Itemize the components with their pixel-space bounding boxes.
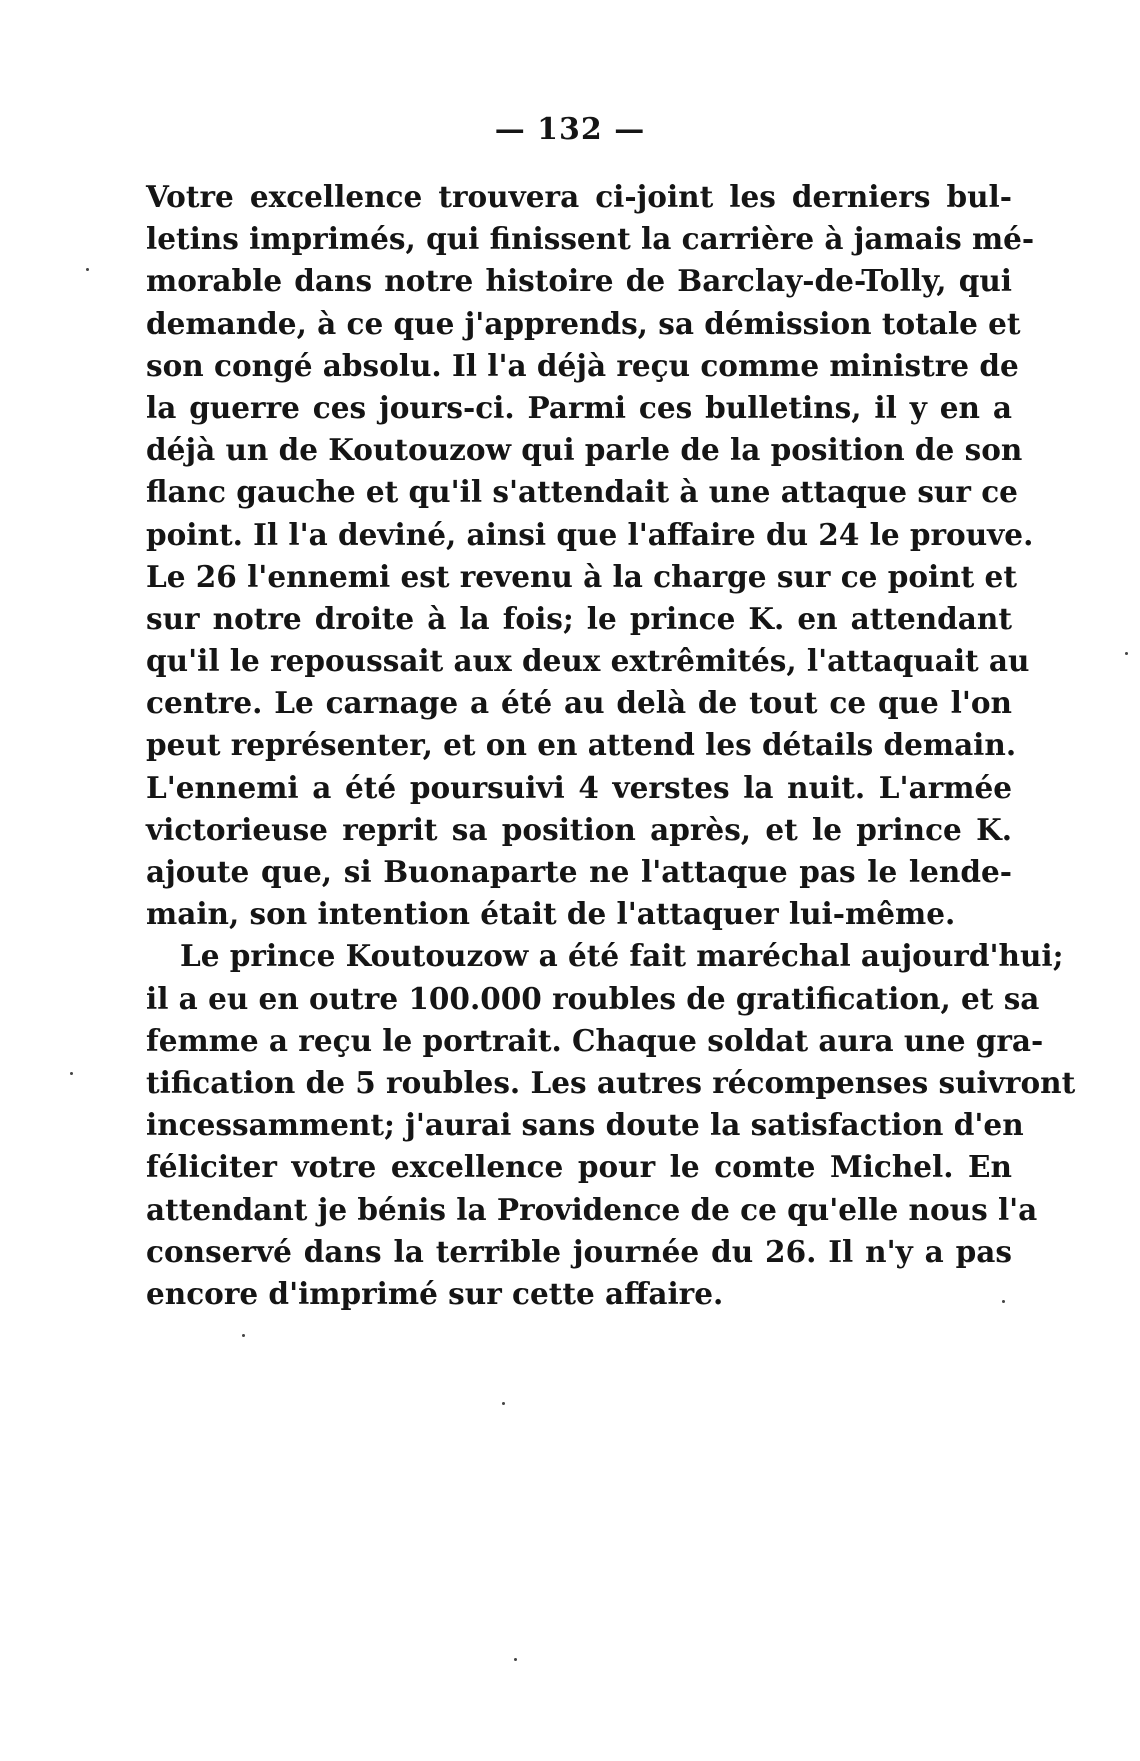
- text-line: féliciter votre excellence pour le comte Michel. En: [146, 1149, 1012, 1185]
- text-line: main, son intention était de l'attaquer lui-même.: [146, 896, 956, 932]
- text-line: tification de 5 roubles. Les autres récompenses suivront: [146, 1064, 1076, 1100]
- text-line: demande, à ce que j'apprends, sa démission totale et: [146, 305, 1021, 341]
- scan-speck: [70, 1072, 73, 1075]
- text-line: flanc gauche et qu'il s'attendait à une attaque sur ce: [146, 474, 1018, 510]
- text-line: attendant je bénis la Providence de ce qu'elle nous l'a: [146, 1191, 1038, 1227]
- scan-speck: [1125, 652, 1128, 655]
- text-line: letins imprimés, qui finissent la carrière à jamais mé-: [146, 221, 1035, 257]
- text-line: Votre excellence trouvera ci-joint les derniers bul-: [146, 179, 1012, 214]
- scan-speck: [242, 1334, 245, 1337]
- text-line: sur notre droite à la fois; le prince K. en attendant: [146, 600, 1012, 636]
- text-line: point. Il l'a deviné, ainsi que l'affaire du 24 le prouve.: [146, 516, 1034, 552]
- scan-speck: [514, 1658, 517, 1661]
- text-line: L'ennemi a été poursuivi 4 verstes la nuit. L'armée: [146, 769, 1012, 805]
- text-line: il a eu en outre 100.000 roubles de gratification, et sa: [146, 980, 1040, 1016]
- paragraph-1: [146, 176, 1035, 935]
- text-line: incessamment; j'aurai sans doute la satisfaction d'en: [146, 1107, 1024, 1143]
- text-line: encore d'imprimé sur cette affaire.: [146, 1275, 724, 1311]
- text-line: déjà un de Koutouzow qui parle de la position de son: [146, 432, 1023, 468]
- body-text: [146, 176, 1076, 1315]
- text-line: conservé dans la terrible journée du 26. Il n'y a pas: [146, 1233, 1012, 1269]
- paragraph-2: [146, 935, 1076, 1315]
- text-line: centre. Le carnage a été au delà de tout ce que l'on: [146, 685, 1012, 721]
- text-line: morable dans notre histoire de Barclay-de-Tolly, qui: [146, 263, 1012, 299]
- scan-speck: [502, 1402, 505, 1405]
- scan-speck: [86, 268, 89, 271]
- text-line: ajoute que, si Buonaparte ne l'attaque pas le lende-: [146, 854, 1012, 889]
- text-line: Le 26 l'ennemi est revenu à la charge sur ce point et: [146, 558, 1017, 594]
- text-line: qu'il le repoussait aux deux extrêmités, l'attaquait au: [146, 643, 1030, 679]
- scan-speck: [1002, 1300, 1005, 1303]
- text-line: peut représenter, et on en attend les détails demain.: [146, 727, 1017, 763]
- text-line: son congé absolu. Il l'a déjà reçu comme ministre de: [146, 347, 1019, 383]
- text-line: Le prince Koutouzow a été fait maréchal aujourd'hui;: [180, 938, 1064, 974]
- page-number: — 132 —: [494, 112, 646, 147]
- text-line: femme a reçu le portrait. Chaque soldat aura une gra-: [146, 1022, 1044, 1058]
- text-line: la guerre ces jours-ci. Parmi ces bulletins, il y en a: [146, 389, 1012, 425]
- text-line: victorieuse reprit sa position après, et le prince K.: [146, 811, 1012, 847]
